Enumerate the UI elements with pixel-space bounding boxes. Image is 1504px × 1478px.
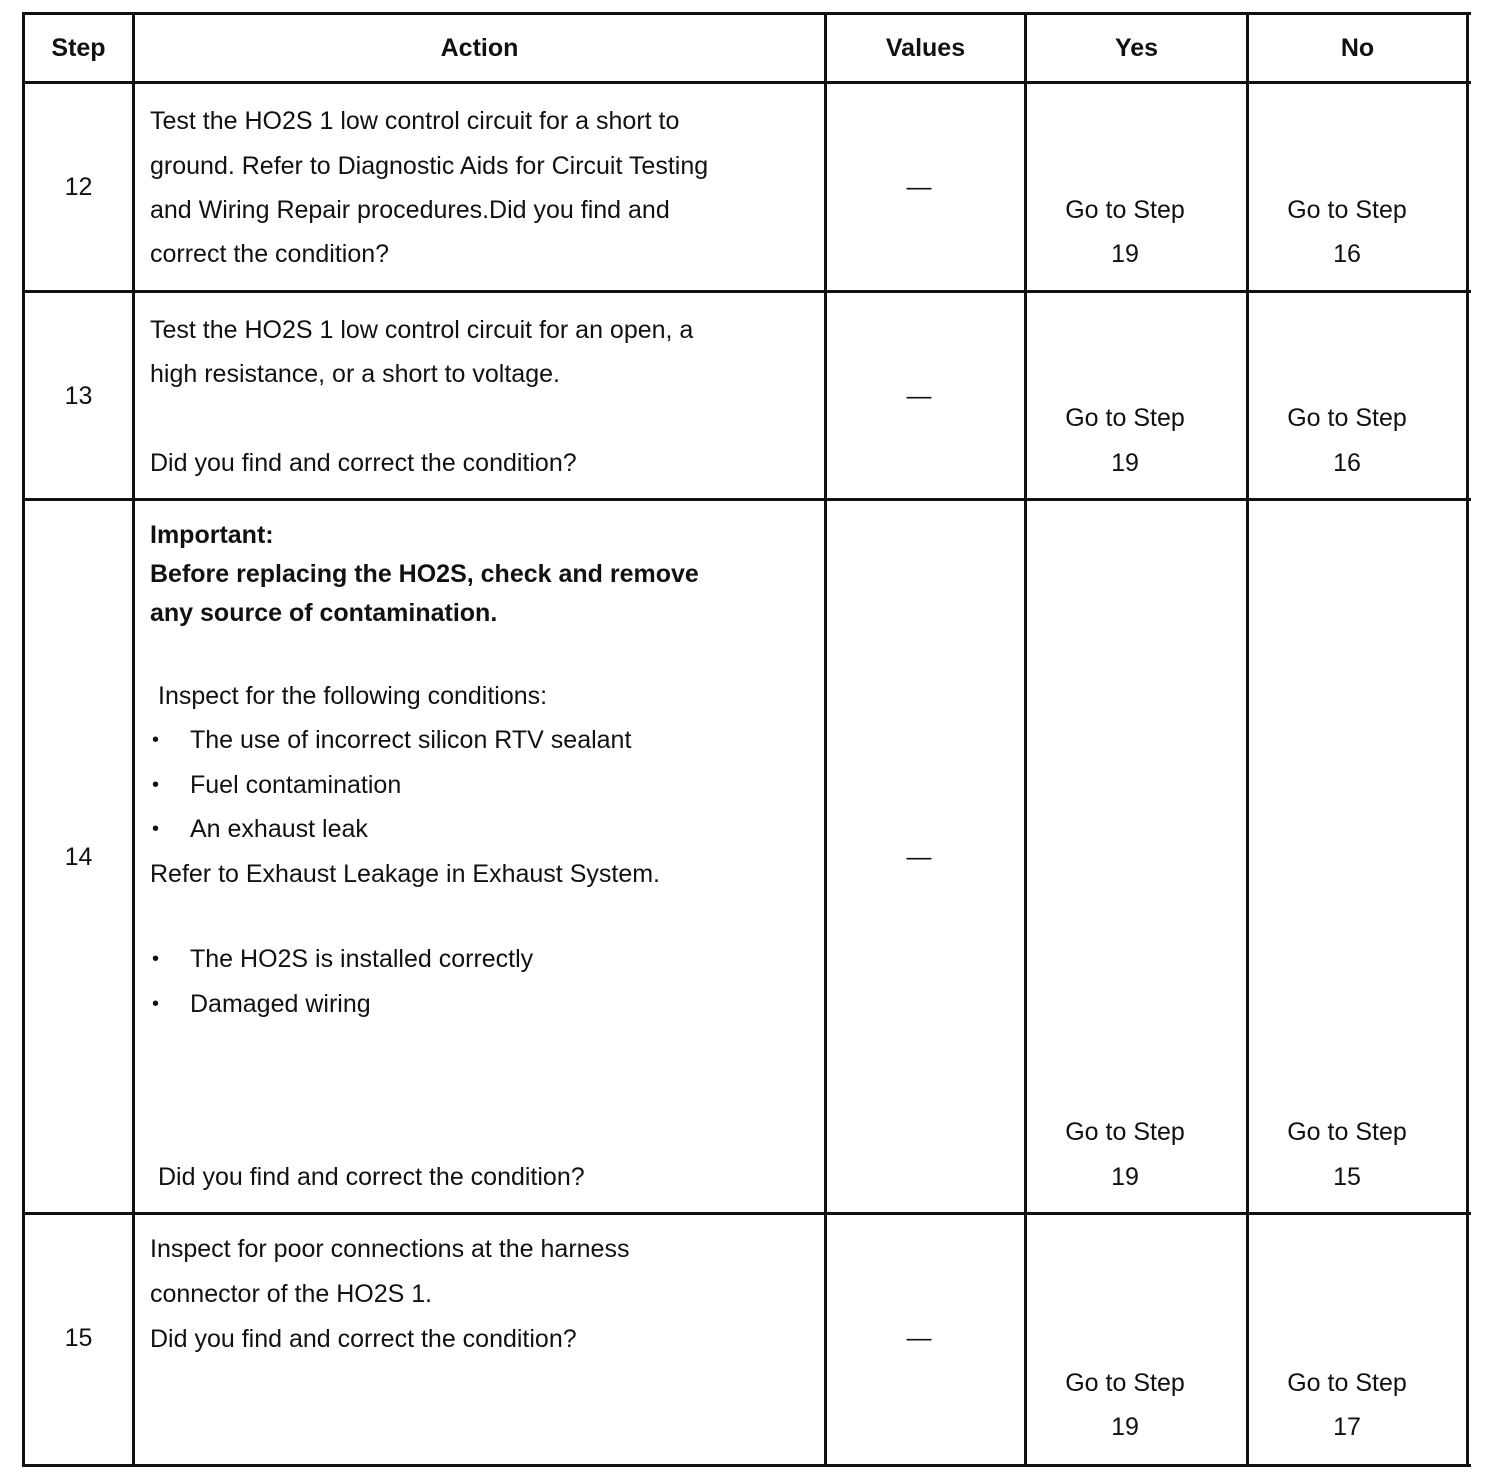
action-line: connector of the HO2S 1. xyxy=(150,1280,433,1308)
header-action: Action xyxy=(440,34,519,62)
yes-goto: Go to Step xyxy=(1065,1369,1185,1397)
table-border-bottom xyxy=(22,1464,1471,1467)
yes-goto: Go to Step xyxy=(1065,404,1185,432)
important-text: any source of contamination. xyxy=(150,599,498,627)
bullet-icon: • xyxy=(152,729,160,751)
question: Did you find and correct the condition? xyxy=(158,1163,585,1191)
step-number: 12 xyxy=(64,173,93,201)
list-item: An exhaust leak xyxy=(190,815,368,843)
step-number: 14 xyxy=(64,843,93,871)
step-number: 13 xyxy=(64,382,93,410)
no-step: 17 xyxy=(1333,1413,1361,1441)
action-line: and Wiring Repair procedures.Did you find and xyxy=(150,196,670,224)
yes-step: 19 xyxy=(1111,1163,1139,1191)
inspect-intro: Inspect for the following conditions: xyxy=(158,682,548,710)
bullet-icon: • xyxy=(152,774,160,796)
important-label: Important: xyxy=(150,521,274,549)
row-divider xyxy=(22,498,1471,501)
header-values: Values xyxy=(885,34,966,62)
list-item: Damaged wiring xyxy=(190,990,371,1018)
yes-step: 19 xyxy=(1111,1413,1139,1441)
no-step: 16 xyxy=(1333,449,1361,477)
value-cell: — xyxy=(906,843,932,871)
row-divider xyxy=(22,1212,1471,1215)
step-number: 15 xyxy=(64,1324,93,1352)
no-goto: Go to Step xyxy=(1287,1118,1407,1146)
no-goto: Go to Step xyxy=(1287,1369,1407,1397)
yes-step: 19 xyxy=(1111,240,1139,268)
row-divider xyxy=(22,81,1471,84)
yes-goto: Go to Step xyxy=(1065,1118,1185,1146)
table-border-left xyxy=(22,12,25,1467)
action-line: Test the HO2S 1 low control circuit for a short to xyxy=(150,107,680,135)
header-yes: Yes xyxy=(1114,34,1159,62)
column-divider xyxy=(1024,12,1027,1467)
yes-goto: Go to Step xyxy=(1065,196,1185,224)
bullet-icon: • xyxy=(152,993,160,1015)
no-step: 16 xyxy=(1333,240,1361,268)
yes-step: 19 xyxy=(1111,449,1139,477)
value-cell: — xyxy=(906,1324,932,1352)
action-line: high resistance, or a short to voltage. xyxy=(150,360,560,388)
bullet-icon: • xyxy=(152,818,160,840)
list-item: The use of incorrect silicon RTV sealant xyxy=(190,726,632,754)
row-divider xyxy=(22,290,1471,293)
header-step: Step xyxy=(51,34,106,62)
no-goto: Go to Step xyxy=(1287,404,1407,432)
column-divider xyxy=(824,12,827,1467)
action-line: Did you find and correct the condition? xyxy=(150,1325,577,1353)
list-item: Fuel contamination xyxy=(190,771,402,799)
action-line: Did you find and correct the condition? xyxy=(150,449,577,477)
column-divider xyxy=(1246,12,1249,1467)
table-border-right xyxy=(1466,12,1469,1467)
action-line: Inspect for poor connections at the harness xyxy=(150,1235,630,1263)
column-divider xyxy=(132,12,135,1467)
table-border-top xyxy=(22,12,1471,15)
action-line: correct the condition? xyxy=(150,240,390,268)
value-cell: — xyxy=(906,382,932,410)
value-cell: — xyxy=(906,173,932,201)
refer-line: Refer to Exhaust Leakage in Exhaust System. xyxy=(150,860,660,888)
important-text: Before replacing the HO2S, check and remove xyxy=(150,560,699,588)
no-step: 15 xyxy=(1333,1163,1361,1191)
bullet-icon: • xyxy=(152,948,160,970)
action-line: ground. Refer to Diagnostic Aids for Circuit Testing xyxy=(150,152,709,180)
action-line: Test the HO2S 1 low control circuit for an open, a xyxy=(150,316,694,344)
list-item: The HO2S is installed correctly xyxy=(190,945,534,973)
header-no: No xyxy=(1340,34,1375,62)
no-goto: Go to Step xyxy=(1287,196,1407,224)
